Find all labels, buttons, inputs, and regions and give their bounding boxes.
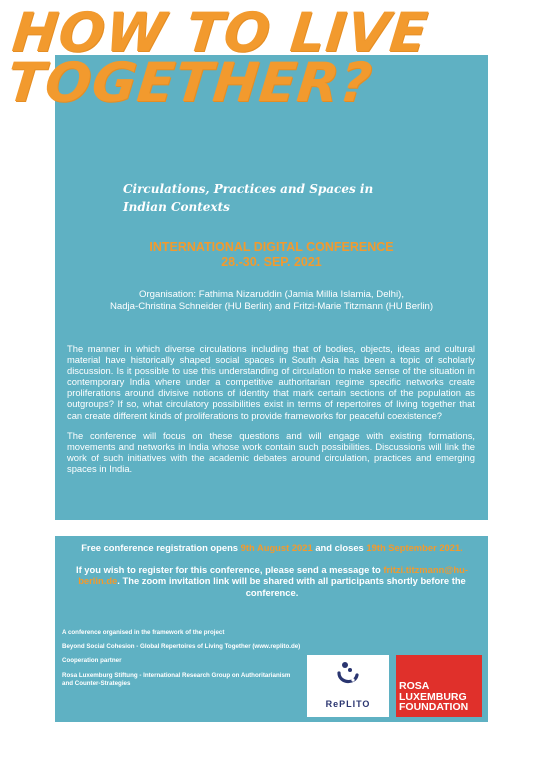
registration-contact	[62, 564, 482, 599]
registration-contact-suffix: . The zoom invitation link will be shared with all participants shortly before the conference.	[117, 575, 466, 598]
rosa-line-3: FOUNDATION	[399, 701, 469, 713]
conference-dates: 28.-30. SEP. 2021	[221, 255, 322, 269]
headline-line-1: HOW TO LIVE	[9, 1, 432, 64]
registration-opens-label: Free conference registration opens	[81, 542, 239, 553]
conference-type: INTERNATIONAL DIGITAL CONFERENCE	[149, 240, 394, 254]
body-paragraph-1: The manner in which diverse circulations including that of bodies, objects, ideas and cultural material have historically shaped social spaces in South Asia has been a topic of scholarly discussion. Is it possible to use this understanding of circulation to make sense of the situation in contemporary India where under a competitive authoritarian regime specific networks create proliferations around divisive notions of identity that mark certain sections of the population as outgroups? If so, what circulatory possibilities exist in terms of repertoires of living together that can create different kinds of proliferations to provide frameworks for peaceful coexistence?	[67, 343, 475, 421]
partner-name: Rosa Luxemburg Stiftung - International Research Group on Authoritarianism and Counter-Strategies	[62, 671, 291, 687]
partner-label: Cooperation partner	[62, 657, 122, 665]
registration-info	[62, 542, 482, 608]
registration-close-date: 19th September 2021.	[366, 542, 463, 553]
organisation-line-1: Organisation: Fathima Nizaruddin (Jamia Millia Islamia, Delhi),	[139, 289, 404, 300]
registration-closes-label: and closes	[315, 542, 364, 553]
replito-wordmark: RePLITO	[325, 699, 371, 709]
project-framework: A conference organised in the framework of the project	[62, 629, 225, 636]
organisation-line-2: Nadja-Christina Schneider (HU Berlin) and Fritzi-Marie Titzmann (HU Berlin)	[109, 301, 434, 312]
contact-email-link[interactable]: fritzi.titzmann@hu-berlin.de	[78, 563, 469, 586]
conference-title	[55, 240, 488, 270]
rosa-line-2: LUXEMBURG	[399, 690, 467, 703]
replito-mark-icon	[333, 659, 363, 689]
subtitle-line-2: Indian Contexts	[123, 200, 230, 214]
rosa-wordmark	[399, 681, 483, 713]
replito-logo	[307, 655, 389, 717]
body-text	[67, 343, 475, 483]
organisation	[55, 289, 488, 313]
subtitle	[123, 180, 423, 216]
project-info	[62, 629, 302, 694]
rosa-line-1: ROSA	[399, 680, 430, 692]
subtitle-line-1: Circulations, Practices and Spaces in	[123, 182, 374, 196]
rosa-luxemburg-logo	[396, 655, 482, 717]
headline	[4, 1, 543, 114]
headline-line-2: TOGETHER?	[4, 51, 376, 114]
body-paragraph-2: The conference will focus on these questions and will engage with existing formations, movements and networks in India whose work contain such possibilities. Discussions will link the work of such initiatives with the academic debates around circulation, practices and emerging spaces in India.	[67, 429, 475, 474]
project-name: Beyond Social Cohesion - Global Repertoires of Living Together (www.replito.de)	[62, 643, 301, 651]
registration-contact-prefix: If you wish to register for this conference, please send a message to	[75, 563, 381, 575]
registration-dates	[62, 542, 482, 554]
registration-open-date: 9th August 2021	[240, 542, 313, 553]
